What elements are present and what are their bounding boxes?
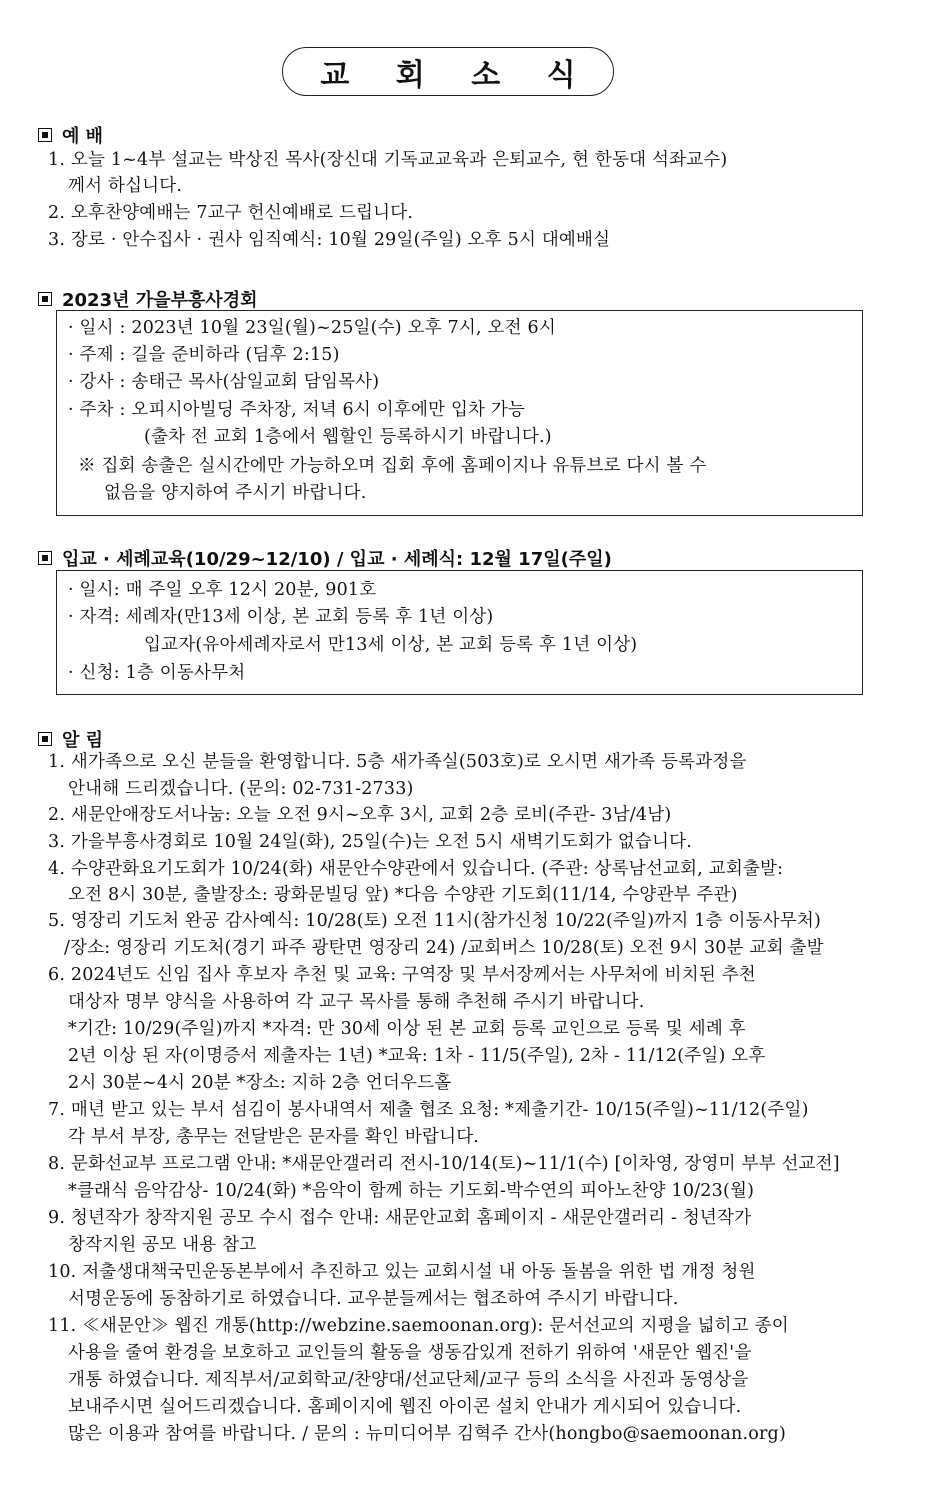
notice-line: 각 부서 부장, 총무는 전달받은 문자를 확인 바랍니다. [68, 1127, 480, 1147]
notice-line: 3. 가을부흥사경회로 10월 24일(화), 25일(수)는 오전 5시 새벽기도회가 없습니다. [48, 832, 693, 852]
notice-line: 개통 하였습니다. 제직부서/교회학교/찬양대/선교단체/교구 등의 소식을 사진과 동영상을 [68, 1370, 749, 1390]
worship-line: 1. 오늘 1~4부 설교는 박상진 목사(장신대 기독교교육과 은퇴교수, 현 한동대 석좌교수) [48, 150, 728, 170]
notice-line: 1. 새가족으로 오신 분들을 환영합니다. 5층 새가족실(503호)로 오시면 새가족 등록과정을 [48, 752, 747, 772]
section-heading-notices [38, 726, 103, 752]
notice-line: 안내해 드리겠습니다. (문의: 02-731-2733) [68, 779, 414, 799]
notice-line: /장소: 영장리 기도처(경기 파주 광탄면 영장리 24) /교회버스 10/28(토) 오전 9시 30분 교회 출발 [64, 938, 824, 958]
notice-line: 11. ≪새문안≫ 웹진 개통(http://webzine.saemoonan.org): 문서선교의 지평을 넓히고 종이 [48, 1316, 789, 1336]
notice-line: 8. 문화선교부 프로그램 안내: *새문안갤러리 전시-10/14(토)~11/1(수) [이차영, 장영미 부부 선교전] [48, 1154, 840, 1174]
baptism-heading: 입교 · 세례교육(10/29~12/10) / 입교 · 세례식: 12월 17일(주일) [62, 549, 612, 570]
notice-line: 2시 30분~4시 20분 *장소: 지하 2층 언더우드홀 [68, 1073, 452, 1093]
notice-line: 대상자 명부 양식을 사용하여 각 교구 목사를 통해 추천해 주시기 바랍니다. [68, 992, 645, 1012]
revival-heading: 2023년 가을부흥사경회 [62, 290, 258, 311]
section-heading-baptism [38, 545, 612, 571]
notice-line: 서명운동에 동참하기로 하였습니다. 교우분들께서는 협조하여 주시기 바랍니다. [68, 1289, 679, 1309]
worship-line: 3. 장로 · 안수집사 · 권사 임직예식: 10월 29일(주일) 오후 5시 대예배실 [48, 230, 611, 250]
revival-line: (출차 전 교회 1층에서 웹할인 등록하시기 바랍니다.) [144, 427, 552, 447]
notice-line: 창작지원 공모 내용 참고 [68, 1235, 257, 1255]
square-bullet-icon [38, 292, 52, 306]
notice-line: 4. 수양관화요기도회가 10/24(화) 새문안수양관에서 있습니다. (주관: 상록남선교회, 교회출발: [48, 859, 784, 879]
notice-line: 6. 2024년도 신임 집사 후보자 추천 및 교육: 구역장 및 부서장께서는 사무처에 비치된 추천 [48, 965, 756, 985]
notice-line: 9. 청년작가 창작지원 공모 수시 접수 안내: 새문안교회 홈페이지 - 새문안갤러리 - 청년작가 [48, 1208, 752, 1228]
revival-line: · 일시 : 2023년 10월 23일(월)~25일(수) 오후 7시, 오전 6시 [68, 318, 556, 338]
page-title: 교 회 소 식 [282, 47, 614, 96]
revival-line: · 강사 : 송태근 목사(삼일교회 담임목사) [68, 372, 380, 392]
worship-heading: 예 배 [62, 126, 104, 147]
notice-line: 5. 영장리 기도처 완공 감사예식: 10/28(토) 오전 11시(참가신청 10/22(주일)까지 1층 이동사무처) [48, 911, 821, 931]
revival-line: · 주제 : 길을 준비하라 (딤후 2:15) [68, 345, 340, 365]
square-bullet-icon [38, 128, 52, 142]
revival-note: 없음을 양지하여 주시기 바랍니다. [104, 483, 367, 503]
section-heading-revival [38, 286, 257, 312]
notice-line: *기간: 10/29(주일)까지 *자격: 만 30세 이상 된 본 교회 등록 교인으로 등록 및 세례 후 [68, 1019, 746, 1039]
baptism-line: 입교자(유아세례자로서 만13세 이상, 본 교회 등록 후 1년 이상) [144, 635, 638, 655]
notice-line: 보내주시면 실어드리겠습니다. 홈페이지에 웹진 아이콘 설치 안내가 게시되어 있습니다. [68, 1397, 742, 1417]
baptism-line: · 신청: 1층 이동사무처 [68, 663, 246, 683]
baptism-line: · 자격: 세례자(만13세 이상, 본 교회 등록 후 1년 이상) [68, 607, 494, 627]
baptism-line: · 일시: 매 주일 오후 12시 20분, 901호 [68, 580, 377, 600]
revival-line: · 주차 : 오피시아빌딩 주차장, 저녁 6시 이후에만 입차 가능 [68, 400, 526, 420]
worship-line: 2. 오후찬양예배는 7교구 헌신예배로 드립니다. [48, 203, 414, 223]
worship-line: 께서 하십니다. [68, 176, 183, 196]
notice-line: 오전 8시 30분, 출발장소: 광화문빌딩 앞) *다음 수양관 기도회(11/14, 수양관부 주관) [68, 885, 738, 905]
notice-line: 10. 저출생대책국민운동본부에서 추진하고 있는 교회시설 내 아동 돌봄을 위한 법 개정 청원 [48, 1262, 756, 1282]
notice-line: 사용을 줄여 환경을 보호하고 교인들의 활동을 생동감있게 전하기 위하여 '새문안 웹진'을 [68, 1343, 752, 1363]
notice-line: 2년 이상 된 자(이명증서 제출자는 1년) *교육: 1차 - 11/5(주일), 2차 - 11/12(주일) 오후 [68, 1046, 766, 1066]
notice-line: 2. 새문안애장도서나눔: 오늘 오전 9시~오후 3시, 교회 2층 로비(주관- 3남/4남) [48, 805, 672, 825]
notice-line: 많은 이용과 참여를 바랍니다. / 문의 : 뉴미디어부 김혁주 간사(hongbo@saemoonan.org) [68, 1424, 786, 1444]
notice-line: *클래식 음악감상- 10/24(화) *음악이 함께 하는 기도회-박수연의 피아노찬양 10/23(월) [68, 1181, 755, 1201]
section-heading-worship [38, 122, 103, 148]
revival-note: ※ 집회 송출은 실시간에만 가능하오며 집회 후에 홈페이지나 유튜브로 다시 볼 수 [78, 456, 707, 476]
square-bullet-icon [38, 551, 52, 565]
notice-line: 7. 매년 받고 있는 부서 섬김이 봉사내역서 제출 협조 요청: *제출기간- 10/15(주일)~11/12(주일) [48, 1100, 809, 1120]
square-bullet-icon [38, 732, 52, 746]
notices-heading: 알 림 [62, 730, 104, 751]
